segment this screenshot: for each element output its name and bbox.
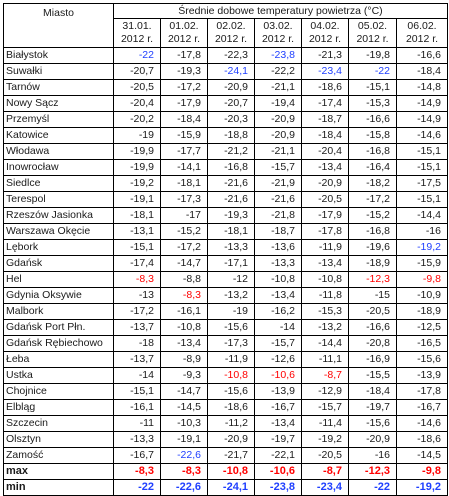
temperature-cell: -17,4 [114, 256, 161, 272]
temperature-cell: -14,4 [302, 336, 349, 352]
temperature-cell: -16,7 [255, 400, 302, 416]
temperature-cell: -16,8 [349, 144, 397, 160]
temperature-cell: -19,1 [161, 432, 208, 448]
temperature-cell: -20,5 [302, 192, 349, 208]
temperature-cell: -19,8 [349, 48, 397, 64]
temperature-cell: -18,4 [397, 64, 448, 80]
temperature-cell: -14 [114, 368, 161, 384]
temperature-cell: -18,6 [397, 432, 448, 448]
temperature-cell: -12,3 [349, 272, 397, 288]
temperature-cell: -10,8 [302, 272, 349, 288]
temperature-cell: -17,9 [302, 208, 349, 224]
table-row [4, 176, 448, 192]
temperature-cell: -13 [114, 288, 161, 304]
temperature-cell: -20,7 [114, 64, 161, 80]
temperature-cell: -20,9 [349, 432, 397, 448]
table-row [4, 96, 448, 112]
temperature-cell: -16,4 [349, 160, 397, 176]
city-name-cell: Lębork [4, 240, 114, 256]
temperature-cell: -17,5 [397, 176, 448, 192]
temperature-cell: -14,1 [161, 160, 208, 176]
temperature-cell: -24,1 [208, 64, 255, 80]
temperature-cell: -15,7 [255, 336, 302, 352]
temperature-cell: -18,8 [208, 128, 255, 144]
temperature-cell: -16,7 [114, 448, 161, 464]
summary-row-min [4, 480, 448, 496]
date-year: 2012 r. [261, 33, 295, 45]
temperature-cell: -18,9 [349, 256, 397, 272]
date-day: 31.01. [122, 20, 152, 32]
temperature-cell: -15,5 [349, 368, 397, 384]
summary-max-cell: -8,7 [302, 464, 349, 480]
temperature-cell: -19,1 [114, 192, 161, 208]
city-name-cell: Szczecin [4, 416, 114, 432]
temperature-cell: -22,3 [208, 48, 255, 64]
temperature-cell: -11 [114, 416, 161, 432]
city-name-cell: Ustka [4, 368, 114, 384]
temperature-cell: -18,1 [161, 176, 208, 192]
summary-min-cell: -23,8 [255, 480, 302, 496]
temperature-cell: -22,1 [255, 448, 302, 464]
temperature-cell: -15,1 [114, 240, 161, 256]
date-column-header [397, 19, 448, 48]
temperature-cell: -15,3 [302, 304, 349, 320]
temperature-cell: -15 [349, 288, 397, 304]
temperature-cell: -19 [114, 128, 161, 144]
city-name-cell: Tarnów [4, 80, 114, 96]
temperature-cell: -13,4 [161, 336, 208, 352]
temperature-cell: -18 [114, 336, 161, 352]
summary-min-cell: -24,1 [208, 480, 255, 496]
table-row [4, 208, 448, 224]
temperature-cell: -23,4 [302, 64, 349, 80]
summary-min-cell: -22 [114, 480, 161, 496]
city-name-cell: Białystok [4, 48, 114, 64]
table-row [4, 80, 448, 96]
city-name-cell: Siedlce [4, 176, 114, 192]
temperature-cell: -10,8 [255, 272, 302, 288]
temperature-cell: -13,9 [397, 368, 448, 384]
city-name-cell: Chojnice [4, 384, 114, 400]
table-row [4, 224, 448, 240]
temperature-cell: -19,2 [302, 432, 349, 448]
temperature-cell: -14,5 [397, 448, 448, 464]
temperature-cell: -15,7 [255, 160, 302, 176]
table-row [4, 368, 448, 384]
city-name-cell: Warszawa Okęcie [4, 224, 114, 240]
table-title: Średnie dobowe temperatury powietrza (°C) [114, 4, 448, 19]
date-day: 03.02. [263, 20, 293, 32]
temperature-cell: -15,1 [397, 160, 448, 176]
temperature-cell: -22 [114, 48, 161, 64]
temperature-cell: -22 [349, 64, 397, 80]
date-day: 05.02. [357, 20, 388, 32]
city-name-cell: Zamość [4, 448, 114, 464]
temperature-cell: -19,6 [349, 240, 397, 256]
temperature-cell: -20,5 [114, 80, 161, 96]
temperature-cell: -16 [349, 448, 397, 464]
temperature-cell: -10,8 [161, 320, 208, 336]
temperature-cell: -21,1 [255, 144, 302, 160]
temperature-cell: -19,7 [349, 400, 397, 416]
temperature-cell: -17,8 [397, 384, 448, 400]
temperature-cell: -17,2 [349, 192, 397, 208]
city-name-cell: Katowice [4, 128, 114, 144]
temperature-cell: -22,2 [255, 64, 302, 80]
summary-max-cell: -12,3 [349, 464, 397, 480]
temperature-cell: -10,6 [255, 368, 302, 384]
temperature-cell: -16,2 [255, 304, 302, 320]
date-year: 2012 r. [120, 33, 154, 45]
temperature-cell: -13,4 [255, 416, 302, 432]
city-name-cell: Gdańsk Rębiechowo [4, 336, 114, 352]
summary-row-max [4, 464, 448, 480]
table-row [4, 144, 448, 160]
temperature-cell: -16,9 [349, 352, 397, 368]
city-name-cell: Elbląg [4, 400, 114, 416]
temperature-cell: -8,7 [302, 368, 349, 384]
temperature-cell: -11,2 [208, 416, 255, 432]
temperature-cell: -16,6 [349, 112, 397, 128]
table-row [4, 336, 448, 352]
city-name-cell: Malbork [4, 304, 114, 320]
date-year: 2012 r. [167, 33, 201, 45]
city-name-cell: Łeba [4, 352, 114, 368]
temperature-table [3, 3, 448, 496]
summary-max-cell: -8,3 [114, 464, 161, 480]
temperature-cell: -8,8 [161, 272, 208, 288]
temperature-cell: -13,4 [255, 288, 302, 304]
table-row [4, 416, 448, 432]
date-column-header [208, 19, 255, 48]
temperature-cell: -16,5 [397, 336, 448, 352]
temperature-cell: -10,9 [397, 288, 448, 304]
temperature-cell: -15,9 [397, 256, 448, 272]
temperature-cell: -17,8 [161, 48, 208, 64]
table-row [4, 240, 448, 256]
table-row [4, 400, 448, 416]
temperature-cell: -16 [397, 224, 448, 240]
temperature-cell: -21,1 [255, 80, 302, 96]
temperature-cell: -17,3 [208, 336, 255, 352]
summary-min-cell: -19,2 [397, 480, 448, 496]
city-name-cell: Rzeszów Jasionka [4, 208, 114, 224]
temperature-cell: -21,7 [208, 448, 255, 464]
table-row [4, 320, 448, 336]
city-name-cell: Suwałki [4, 64, 114, 80]
temperature-cell: -15,8 [349, 128, 397, 144]
date-day: 06.02. [407, 20, 437, 32]
table-row [4, 192, 448, 208]
temperature-cell: -22,6 [161, 448, 208, 464]
temperature-cell: -21,2 [208, 144, 255, 160]
temperature-cell: -17,1 [208, 256, 255, 272]
summary-label: max [4, 464, 114, 480]
table-row [4, 384, 448, 400]
date-column-header [302, 19, 349, 48]
temperature-cell: -18,7 [302, 112, 349, 128]
temperature-cell: -16,6 [349, 320, 397, 336]
city-name-cell: Olsztyn [4, 432, 114, 448]
temperature-cell: -13,3 [114, 432, 161, 448]
temperature-cell: -18,4 [349, 384, 397, 400]
temperature-cell: -10,8 [208, 368, 255, 384]
temperature-cell: -10,3 [161, 416, 208, 432]
temperature-cell: -23,8 [255, 48, 302, 64]
temperature-cell: -15,1 [349, 80, 397, 96]
temperature-cell: -20,3 [208, 112, 255, 128]
temperature-cell: -20,9 [208, 80, 255, 96]
city-name-cell: Włodawa [4, 144, 114, 160]
summary-max-cell: -9,8 [397, 464, 448, 480]
temperature-cell: -16,1 [114, 400, 161, 416]
temperature-cell: -13,3 [208, 240, 255, 256]
temperature-cell: -18,4 [161, 112, 208, 128]
temperature-cell: -13,9 [255, 384, 302, 400]
temperature-cell: -15,1 [397, 144, 448, 160]
date-day: 01.02. [169, 20, 199, 32]
temperature-cell: -15,2 [349, 208, 397, 224]
date-day: 04.02. [310, 20, 340, 32]
temperature-cell: -17,3 [161, 192, 208, 208]
table-row [4, 160, 448, 176]
temperature-cell: -9,3 [161, 368, 208, 384]
temperature-cell: -8,3 [161, 288, 208, 304]
temperature-cell: -15,6 [397, 352, 448, 368]
temperature-cell: -13,6 [255, 240, 302, 256]
temperature-cell: -17,4 [302, 96, 349, 112]
summary-max-cell: -10,6 [255, 464, 302, 480]
temperature-cell: -21,6 [208, 192, 255, 208]
table-row [4, 64, 448, 80]
temperature-cell: -19,3 [208, 208, 255, 224]
city-name-cell: Inowrocław [4, 160, 114, 176]
temperature-cell: -18,1 [114, 208, 161, 224]
temperature-cell: -9,8 [397, 272, 448, 288]
temperature-cell: -15,1 [397, 192, 448, 208]
temperature-cell: -20,2 [114, 112, 161, 128]
temperature-cell: -15,6 [208, 320, 255, 336]
temperature-cell: -17,2 [114, 304, 161, 320]
city-column-header: Miasto [4, 4, 114, 48]
date-year: 2012 r. [405, 33, 439, 45]
summary-min-cell: -22 [349, 480, 397, 496]
city-name-cell: Gdańsk [4, 256, 114, 272]
temperature-cell: -8,3 [114, 272, 161, 288]
temperature-cell: -20,9 [255, 128, 302, 144]
temperature-cell: -11,4 [302, 416, 349, 432]
city-name-cell: Gdynia Oksywie [4, 288, 114, 304]
temperature-cell: -21,6 [255, 192, 302, 208]
temperature-cell: -13,2 [208, 288, 255, 304]
temperature-cell: -14,6 [397, 416, 448, 432]
temperature-cell: -17,2 [161, 240, 208, 256]
city-name-cell: Przemyśl [4, 112, 114, 128]
temperature-cell: -14,5 [161, 400, 208, 416]
temperature-cell: -18,4 [302, 128, 349, 144]
temperature-cell: -16,8 [208, 160, 255, 176]
city-name-cell: Gdańsk Port Płn. [4, 320, 114, 336]
temperature-cell: -14,6 [397, 128, 448, 144]
temperature-cell: -19,9 [114, 144, 161, 160]
table-body [4, 48, 448, 496]
temperature-cell: -17,2 [161, 80, 208, 96]
temperature-cell: -19,7 [255, 432, 302, 448]
summary-label: min [4, 480, 114, 496]
temperature-cell: -20,8 [349, 336, 397, 352]
date-year: 2012 r. [356, 33, 389, 45]
temperature-cell: -20,4 [302, 144, 349, 160]
temperature-cell: -12 [208, 272, 255, 288]
temperature-cell: -16,6 [397, 48, 448, 64]
temperature-cell: -16,8 [349, 224, 397, 240]
temperature-cell: -20,5 [302, 448, 349, 464]
temperature-cell: -20,9 [302, 176, 349, 192]
table-row [4, 448, 448, 464]
temperature-cell: -15,3 [349, 96, 397, 112]
date-year: 2012 r. [214, 33, 248, 45]
date-column-header [349, 19, 397, 48]
temperature-cell: -18,6 [208, 400, 255, 416]
temperature-cell: -15,9 [161, 128, 208, 144]
temperature-cell: -20,9 [255, 112, 302, 128]
date-year: 2012 r. [308, 33, 342, 45]
temperature-cell: -12,9 [302, 384, 349, 400]
temperature-cell: -8,9 [161, 352, 208, 368]
temperature-cell: -19,2 [114, 176, 161, 192]
table-row [4, 304, 448, 320]
temperature-cell: -20,7 [208, 96, 255, 112]
temperature-cell: -13,3 [255, 256, 302, 272]
temperature-cell: -13,4 [302, 256, 349, 272]
temperature-cell: -12,6 [255, 352, 302, 368]
temperature-cell: -11,9 [208, 352, 255, 368]
temperature-cell: -19,4 [255, 96, 302, 112]
city-name-cell: Nowy Sącz [4, 96, 114, 112]
temperature-cell: -15,7 [302, 400, 349, 416]
table-row [4, 48, 448, 64]
city-name-cell: Hel [4, 272, 114, 288]
temperature-cell: -14,7 [161, 384, 208, 400]
temperature-cell: -14,9 [397, 96, 448, 112]
date-column-header [255, 19, 302, 48]
temperature-cell: -14,9 [397, 112, 448, 128]
temperature-cell: -21,6 [208, 176, 255, 192]
table-row [4, 256, 448, 272]
temperature-cell: -21,9 [255, 176, 302, 192]
temperature-cell: -19,2 [397, 240, 448, 256]
temperature-cell: -19,9 [114, 160, 161, 176]
temperature-cell: -21,8 [255, 208, 302, 224]
temperature-cell: -14 [255, 320, 302, 336]
temperature-cell: -18,1 [208, 224, 255, 240]
date-day: 02.02. [216, 20, 246, 32]
table-row [4, 112, 448, 128]
temperature-cell: -13,7 [114, 320, 161, 336]
header-row-title [4, 4, 448, 19]
temperature-cell: -13,4 [302, 160, 349, 176]
temperature-cell: -11,9 [302, 240, 349, 256]
temperature-cell: -14,7 [161, 256, 208, 272]
table-row [4, 272, 448, 288]
temperature-cell: -17,9 [161, 96, 208, 112]
temperature-cell: -18,6 [302, 80, 349, 96]
date-column-header [161, 19, 208, 48]
temperature-cell: -17,7 [161, 144, 208, 160]
temperature-cell: -15,6 [208, 384, 255, 400]
temperature-cell: -17,8 [302, 224, 349, 240]
temperature-cell: -18,2 [349, 176, 397, 192]
temperature-cell: -20,9 [208, 432, 255, 448]
temperature-cell: -13,1 [114, 224, 161, 240]
temperature-cell: -12,5 [397, 320, 448, 336]
temperature-cell: -15,6 [349, 416, 397, 432]
temperature-cell: -19 [208, 304, 255, 320]
temperature-cell: -13,2 [302, 320, 349, 336]
summary-min-cell: -22,6 [161, 480, 208, 496]
temperature-cell: -15,2 [161, 224, 208, 240]
temperature-table-container [3, 3, 448, 496]
temperature-cell: -17 [161, 208, 208, 224]
temperature-cell: -21,3 [302, 48, 349, 64]
date-column-header [114, 19, 161, 48]
temperature-cell: -13,7 [114, 352, 161, 368]
temperature-cell: -14,4 [397, 208, 448, 224]
temperature-cell: -20,5 [349, 304, 397, 320]
temperature-cell: -16,7 [397, 400, 448, 416]
temperature-cell: -18,9 [397, 304, 448, 320]
table-row [4, 352, 448, 368]
temperature-cell: -16,1 [161, 304, 208, 320]
temperature-cell: -11,8 [302, 288, 349, 304]
temperature-cell: -14,8 [397, 80, 448, 96]
temperature-cell: -20,4 [114, 96, 161, 112]
temperature-cell: -15,1 [114, 384, 161, 400]
summary-max-cell: -8,3 [161, 464, 208, 480]
temperature-cell: -11,1 [302, 352, 349, 368]
city-name-cell: Terespol [4, 192, 114, 208]
temperature-cell: -18,7 [255, 224, 302, 240]
summary-min-cell: -23,4 [302, 480, 349, 496]
table-row [4, 288, 448, 304]
temperature-cell: -19,3 [161, 64, 208, 80]
table-row [4, 128, 448, 144]
summary-max-cell: -10,8 [208, 464, 255, 480]
